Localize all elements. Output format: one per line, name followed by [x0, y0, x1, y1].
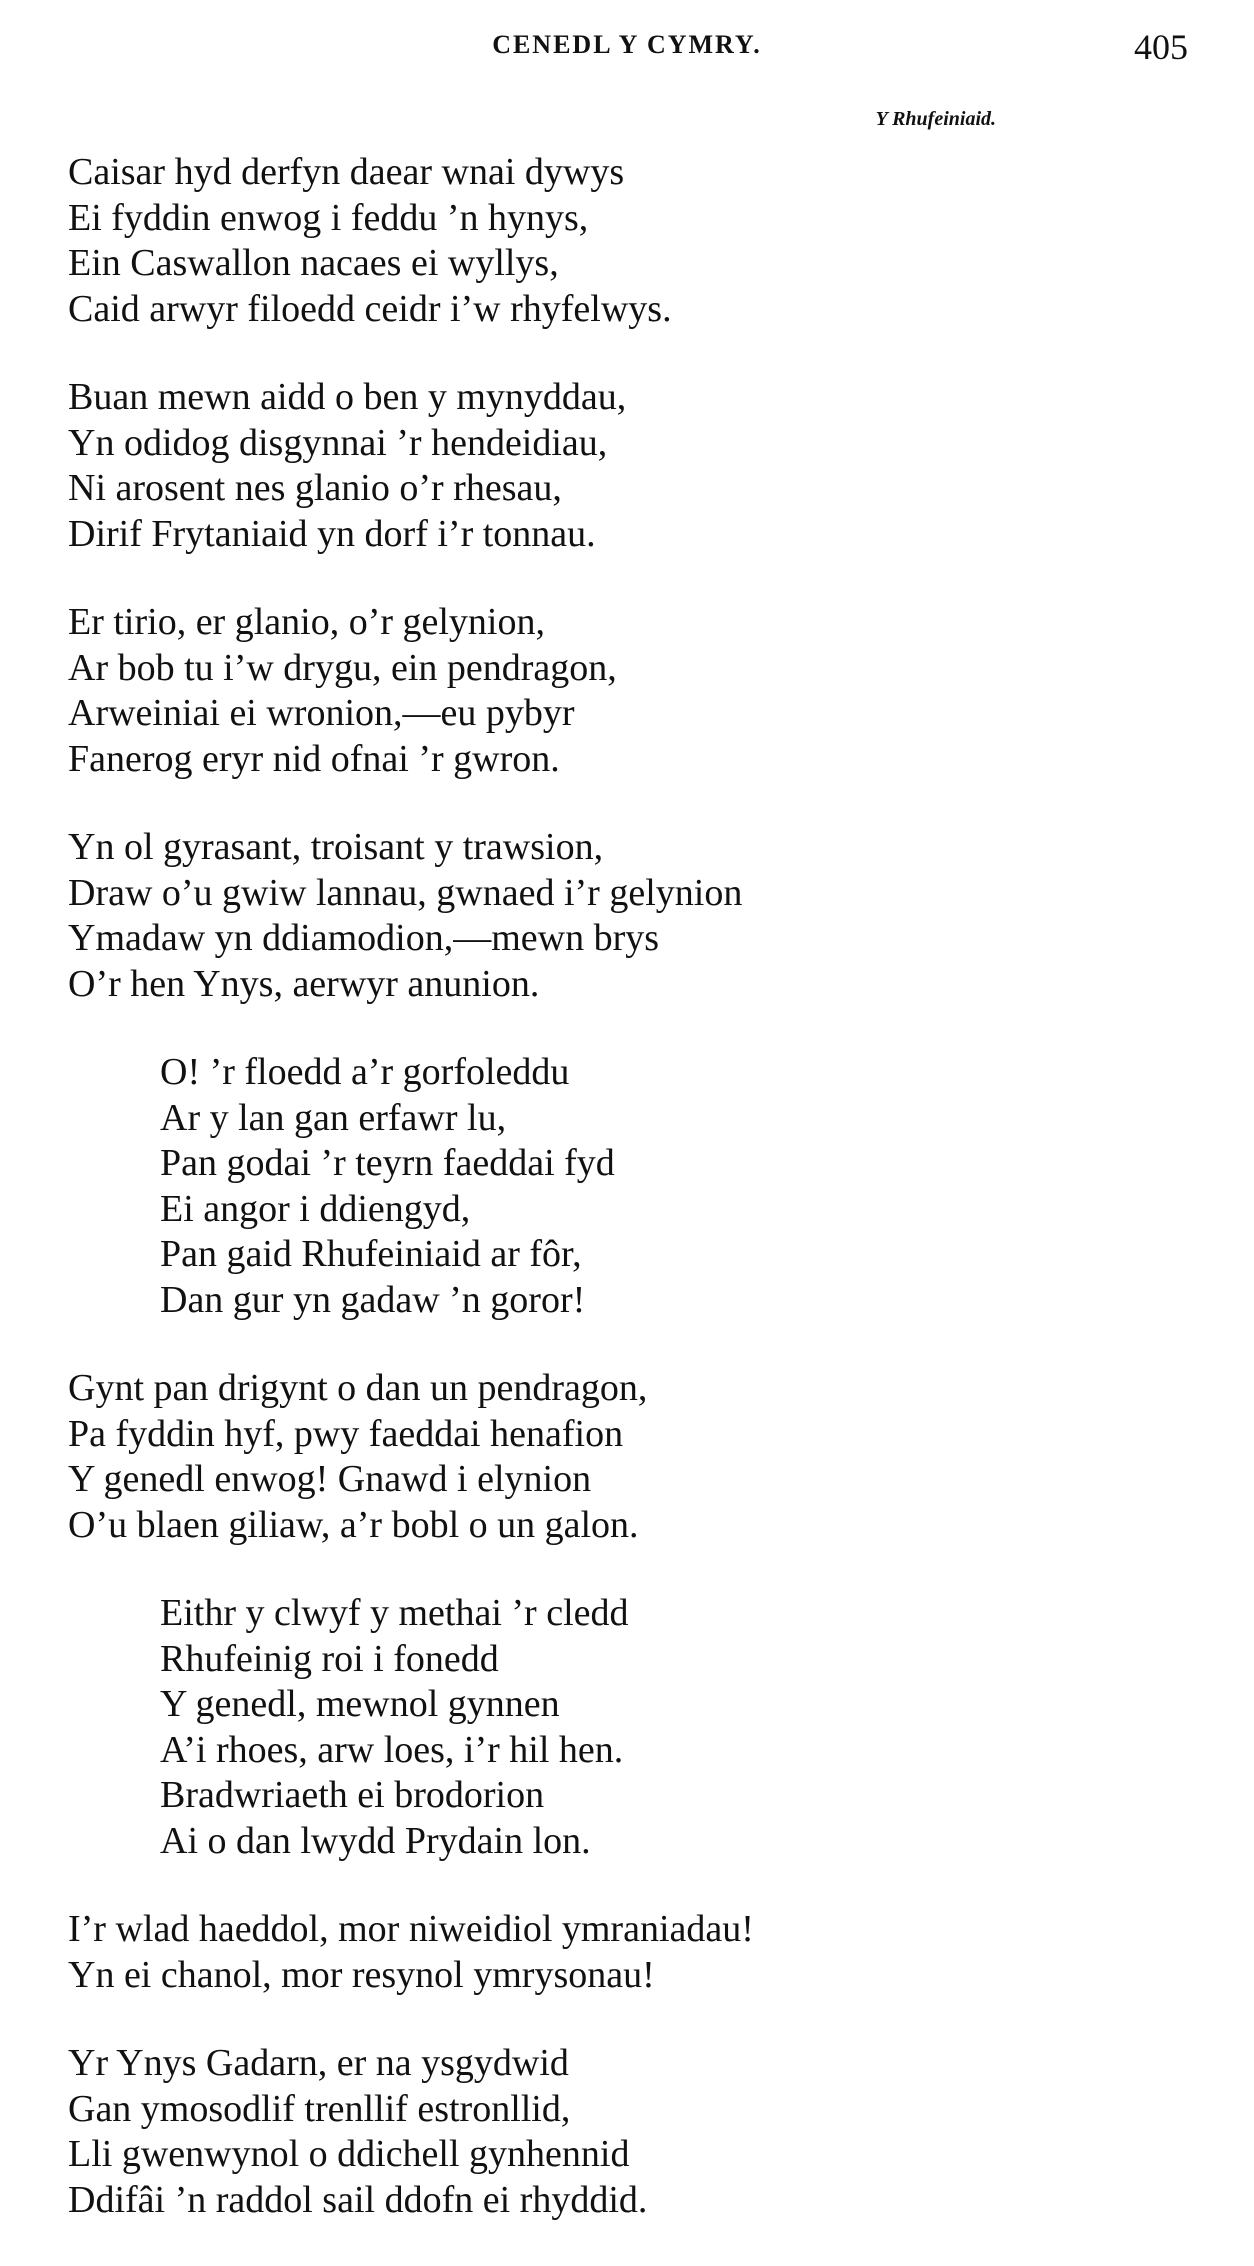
poem-line: Gynt pan drigynt o dan un pendragon,: [68, 1367, 648, 1409]
poem-line: Ai o dan lwydd Prydain lon.: [160, 1819, 591, 1862]
poem: [68, 150, 1188, 2266]
poem-line: Gan ymosodlif trenllif estronllid,: [68, 2087, 571, 2130]
stanza: [68, 1366, 1188, 1548]
running-head: [0, 26, 1254, 66]
poem-line: Ddifâi ’n raddol sail ddofn ei rhyddid.: [68, 2178, 648, 2221]
side-note: Y Rhufeiniaid.: [875, 108, 996, 130]
poem-line: Ein Caswallon nacaes ei wyllys,: [68, 242, 559, 284]
poem-line: Ni arosent nes glanio o’r rhesau,: [68, 467, 562, 509]
poem-line: O! ’r floedd a’r gorfoleddu: [160, 1051, 570, 1093]
poem-line: Caisar hyd derfyn daear wnai dywys: [68, 151, 625, 193]
poem-line: Eithr y clwyf y methai ’r cledd: [160, 1592, 629, 1634]
poem-line: Dirif Frytaniaid yn dorf i’r tonnau.: [68, 512, 596, 555]
poem-line: O’u blaen giliaw, a’r bobl o un galon.: [68, 1503, 639, 1546]
poem-line: Lli gwenwynol o ddichell gynhennid: [68, 2133, 630, 2175]
poem-line: Buan mewn aidd o ben y mynyddau,: [68, 376, 627, 418]
stanza: [68, 600, 1188, 782]
poem-line: Fanerog eryr nid ofnai ’r gwron.: [68, 737, 560, 780]
poem-line: Rhufeinig roi i fonedd: [160, 1637, 499, 1680]
poem-line: Ei fyddin enwog i feddu ’n hynys,: [68, 196, 589, 239]
poem-line: Ei angor i ddiengyd,: [160, 1187, 471, 1230]
poem-line: Caid arwyr filoedd ceidr i’w rhyfelwys.: [68, 287, 672, 330]
stanza: [68, 825, 1188, 1007]
poem-line: Bradwriaeth ei brodorion: [160, 1774, 545, 1816]
running-title: CENEDL Y CYMRY.: [492, 30, 762, 59]
poem-line: Y genedl, mewnol gynnen: [160, 1683, 560, 1725]
poem-line: O’r hen Ynys, aerwyr anunion.: [68, 962, 540, 1005]
poem-line: I’r wlad haeddol, mor niweidiol ymraniadau!: [68, 1908, 754, 1950]
poem-line: Pan godai ’r teyrn faeddai fyd: [160, 1142, 615, 1184]
stanza: [68, 375, 1188, 557]
poem-line: Yn ol gyrasant, troisant y trawsion,: [68, 826, 604, 868]
poem-line: Pan gaid Rhufeiniaid ar fôr,: [160, 1233, 582, 1275]
stanza: [160, 1050, 1188, 1323]
poem-line: Y genedl enwog! Gnawd i elynion: [68, 1458, 592, 1500]
stanza: [68, 1907, 1188, 1998]
stanza: [68, 150, 1188, 332]
poem-line: Pa fyddin hyf, pwy faeddai henafion: [68, 1412, 624, 1455]
poem-line: Yr Ynys Gadarn, er na ysgydwid: [68, 2042, 569, 2084]
poem-line: Ymadaw yn ddiamodion,—mewn brys: [68, 917, 660, 959]
poem-line: Er tirio, er glanio, o’r gelynion,: [68, 601, 545, 643]
poem-line: Dan gur yn gadaw ’n goror!: [160, 1278, 586, 1321]
poem-line: Yn ei chanol, mor resynol ymrysonau!: [68, 1953, 655, 1996]
page-number: 405: [1134, 27, 1188, 67]
poem-line: Draw o’u gwiw lannau, gwnaed i’r gelynion: [68, 871, 743, 914]
poem-line: A’i rhoes, arw loes, i’r hil hen.: [160, 1728, 624, 1771]
poem-line: Ar bob tu i’w drygu, ein pendragon,: [68, 646, 617, 689]
poem-line: Ar y lan gan erfawr lu,: [160, 1096, 507, 1139]
poem-line: Arweiniai ei wronion,—eu pybyr: [68, 692, 575, 734]
stanza: [160, 1591, 1188, 1864]
poem-line: Yn odidog disgynnai ’r hendeidiau,: [68, 421, 608, 464]
stanza: [68, 2041, 1188, 2223]
